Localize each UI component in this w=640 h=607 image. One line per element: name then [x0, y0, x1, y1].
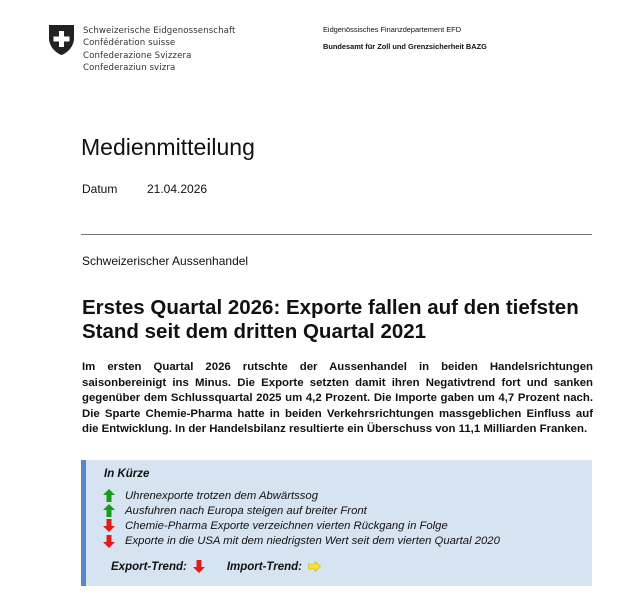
summary-item-text: Chemie-Pharma Exporte verzeichnen vierten Rückgang in Folge: [125, 519, 448, 532]
arrow-up-icon: [103, 489, 125, 502]
lead-paragraph: Im ersten Quartal 2026 rutschte der Aussenhandel in beiden Handelsrichtungen saisonbereinigt ins Minus. Die Exporte setzten damit ihren Negativtrend fort und sanken gegenüber dem Schlussquartal 2025 um 4,2 Prozent. Die Importe gaben um 4,7 Prozent nach. Die Sparte Chemie-Pharma hatte in beiden Verkehrsrichtungen massgeblichen Einfluss auf die Entwicklung. In der Handelsbilanz resultierte ein Überschuss von 11,1 Milliarden Franken.: [82, 361, 593, 436]
trend-row: [111, 560, 343, 573]
department-name: Eidgenössisches Finanzdepartement EFD: [323, 25, 462, 34]
date-label: Datum: [82, 182, 118, 196]
logo-line-it: Confederazione Svizzera: [83, 50, 192, 61]
summary-item-text: Ausfuhren nach Europa steigen auf breiter Front: [125, 504, 367, 517]
office-name: Bundesamt für Zoll und Grenzsicherheit BAZG: [323, 42, 487, 51]
swiss-shield-icon: [48, 24, 75, 56]
import-trend-label: Import-Trend:: [226, 560, 302, 573]
summary-box: [81, 460, 592, 586]
arrow-down-icon: [103, 535, 125, 548]
document-type: Medienmitteilung: [81, 134, 255, 160]
summary-item: [103, 534, 500, 549]
date-value: 21.04.2026: [147, 182, 208, 196]
logo-line-rm: Confederaziun svizra: [83, 62, 176, 73]
arrow-down-icon: [103, 519, 125, 532]
logo-line-fr: Confédération suisse: [83, 38, 176, 49]
summary-item: [103, 503, 500, 518]
page-title: Erstes Quartal 2026: Exporte fallen auf den tiefsten Stand seit dem dritten Quartal 2021: [82, 296, 579, 343]
arrow-up-icon: [103, 504, 125, 517]
summary-list: [103, 488, 500, 549]
arrow-right-icon: [308, 561, 321, 572]
export-trend-label: Export-Trend:: [111, 560, 187, 573]
summary-item-text: Exporte in die USA mit dem niedrigsten Wert seit dem vierten Quartal 2020: [125, 535, 500, 548]
federal-logo-text: [83, 25, 235, 74]
arrow-down-icon: [193, 560, 205, 573]
summary-item: [103, 488, 500, 503]
summary-item: [103, 518, 500, 533]
divider: [81, 234, 592, 235]
summary-item-text: Uhrenexporte trotzen dem Abwärtssog: [125, 489, 318, 502]
topic: Schweizerischer Aussenhandel: [82, 254, 249, 268]
summary-title: In Kürze: [104, 468, 150, 480]
logo-line-de: Schweizerische Eidgenossenschaft: [83, 26, 236, 36]
summary-accent-bar: [81, 460, 86, 586]
